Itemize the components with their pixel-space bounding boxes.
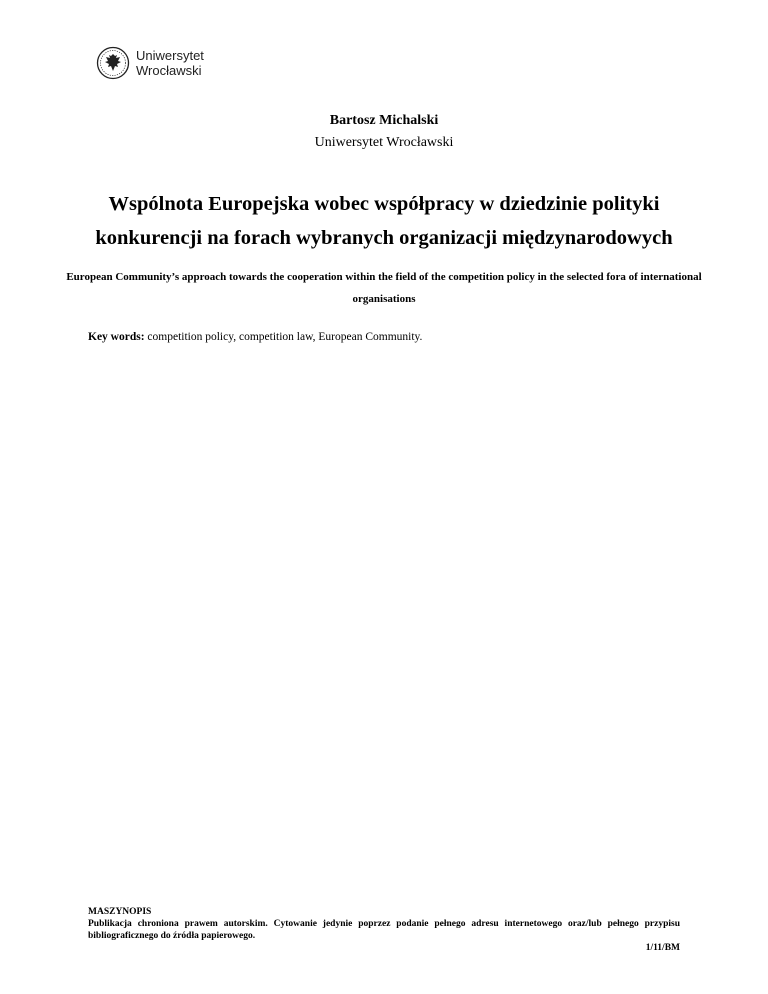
author-affiliation: Uniwersytet Wrocławski xyxy=(314,135,454,150)
logo-line-2: Wrocławski xyxy=(136,63,202,78)
author-name: Bartosz Michalski xyxy=(329,113,439,128)
keywords-text: competition policy, competition law, European Community. xyxy=(144,331,423,343)
paper-subtitle-english: European Community’s approach towards the cooperation within the field of the competition policy in the selected fora of international organisations xyxy=(66,271,702,305)
keywords-label: Key words: xyxy=(88,331,145,343)
logo-line-1: Uniwersytet xyxy=(136,48,204,63)
university-logo xyxy=(96,44,204,82)
footer-heading: MASZYNOPIS xyxy=(88,907,152,917)
footer-notice xyxy=(88,906,680,942)
keywords-line xyxy=(88,331,422,343)
page-identifier: 1/11/BM xyxy=(645,943,680,953)
university-eagle-seal-icon xyxy=(96,46,130,80)
paper-title: Wspólnota Europejska wobec współpracy w dziedzinie polityki konkurencji na forach wybranych organizacji międzynarodowych xyxy=(95,193,673,249)
copyright-notice: Publikacja chroniona prawem autorskim. Cytowanie jedynie poprzez podanie pełnego adresu internetowego oraz/lub pełnego przypisu bibliograficznego do źródła papierowego. xyxy=(88,919,680,941)
